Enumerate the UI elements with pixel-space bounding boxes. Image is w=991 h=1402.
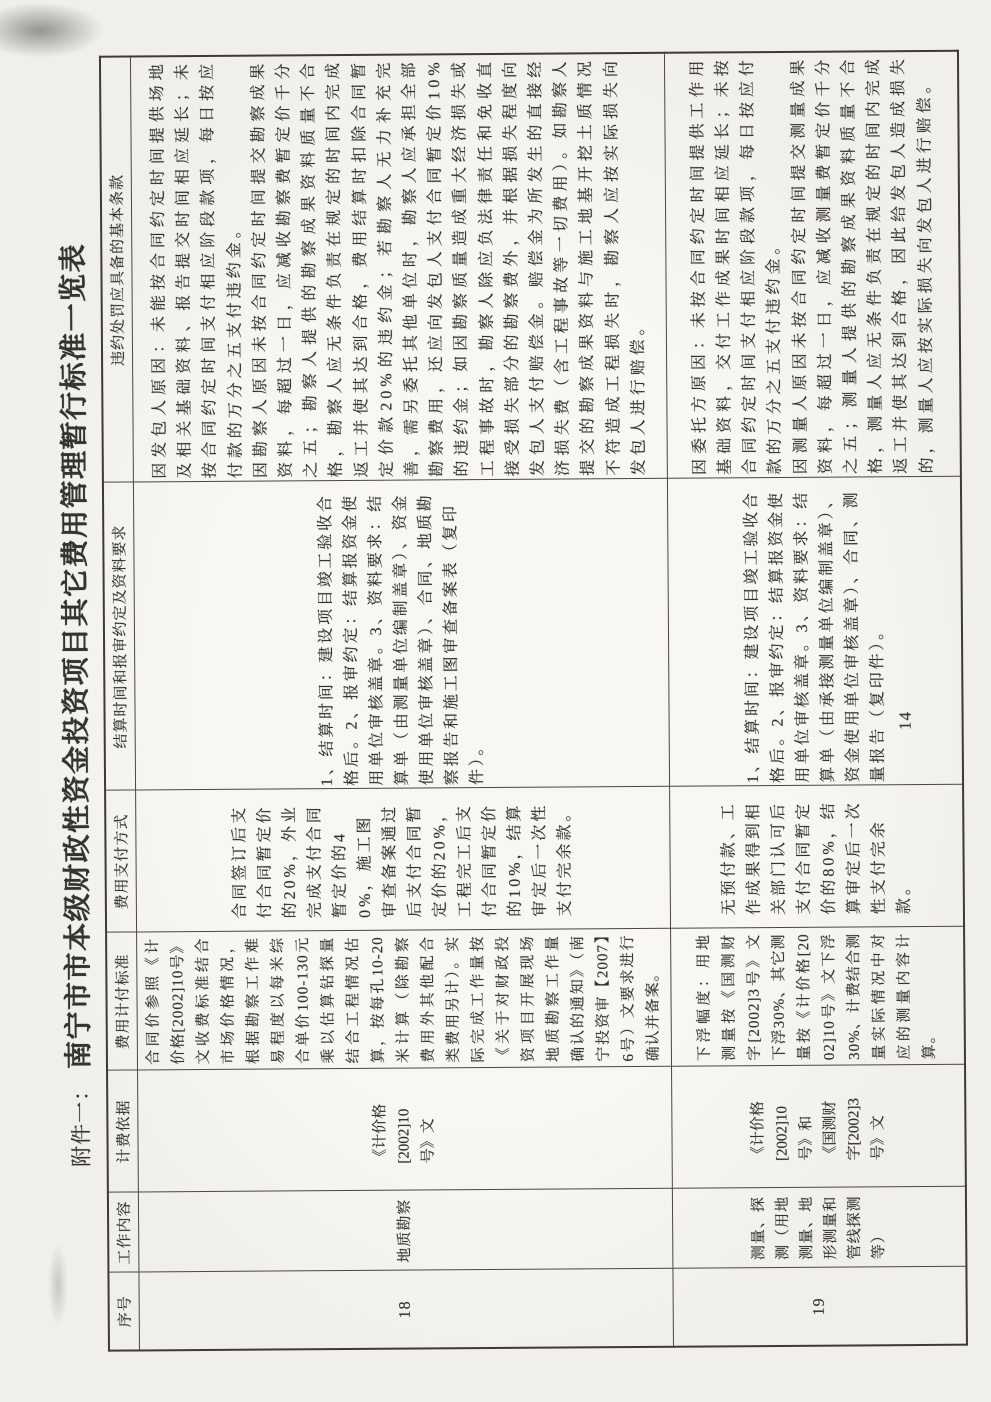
cell-settlement-18: 1、结算时间：建设项目竣工验收合格后。2、报审约定：结算报资金使用单位审核盖章。3、资料要求：结算单（由测量单位编制盖章）、资金使用单位审核盖章）、合同、地质勘察报告和施工图审查备案表（复印件）。 (133, 479, 669, 791)
fee-standard-table (99, 50, 968, 1352)
header-seq: 序号 (108, 1272, 139, 1350)
cell-payment-method-18: 合同签订后支付合同暂定价的20%，外业完成支付合同暂定价的40%，施工图审查备案通过后支付合同暂定价的20%，工程完工后支付合同暂定价的10%，结算审定后一次性支付完余款。 (135, 787, 670, 933)
cell-seq-19: 19 (672, 1267, 967, 1347)
penalty-paragraph: 因勘察人原因未按合同约定时间提交勘察成果资料，每超过一日，应减收勘察费暂定价千分之五；勘察人提供的勘察成果资料质量不合格，勘察人应无条件负责在规定的时间内完成返工并使其达到合格，费用结算时扣除合同暂定价款20%的违约金；若勘察人无力补充完善，需另委托其他单位时，勘察人应承担全部勘察费用，还应向发包人支付合同暂定价10%的违约金；如因勘察质量造成重大经济损失或工程事故时，勘察人除应负法律责任和免收直接受损失部分的勘察费外，并根据损失程度向发包人支付赔偿金。赔偿金为所发生的直接经济损失费（含工程事故等一切费用）。如勘察人提交的勘察成果资料与施工地基开挖土质情况不符造成工程损失时，勘察人应按实际损失向发包人进行赔偿。 (249, 57, 648, 479)
header-payment-method: 费用支付方式 (105, 790, 136, 932)
scanned-document (53, 52, 967, 1352)
attachment-label: 附件一： (69, 1078, 94, 1167)
table-row-19 (664, 51, 967, 1347)
penalty-paragraph: 因委托方原因：未按合同约定时间提供工作用基础资料，交付工作成果时间相应延长；未按合同约定时间支付相应阶段款项，每日按应付款的万分之五支付违约金。 (688, 56, 785, 476)
cell-fee-basis-18: 《计价格[2002]10号》文 (137, 1067, 672, 1193)
penalty-paragraph: 因发包人原因：未能按合同约定时间提供场地及相关基础资料、报告提交时间相应延长；未按合同约定时间支付相应阶段款项，每日按应付款的万分之五支付违约金。 (148, 59, 245, 479)
cell-fee-basis-19: 《计价格[2002]10号》和《国测财字[2002]3号》文 (671, 1065, 966, 1189)
page-number: 14 (895, 711, 915, 731)
cell-payment-method-19: 无预付款、工作成果得到相关部门认可后支付合同暂定价的80%，结算审定后一次性支付完余款。 (669, 785, 964, 929)
cell-penalty-18 (130, 53, 667, 483)
cell-work-content-19: 测量、探测（用地测量、地形测量和管线探测等） (672, 1187, 967, 1269)
cell-work-content-18: 地质勘察 (138, 1189, 673, 1273)
header-settlement: 结算时间和报审约定及资料要求 (103, 482, 135, 790)
header-work-content: 工作内容 (108, 1192, 139, 1272)
header-fee-basis: 计费依据 (107, 1070, 138, 1192)
cell-settlement-19: 1、结算时间：建设项目竣工验收合格后。2、报审约定：结算报资金使用单位审核盖章。3、资料要求：结算单（由承接测量单位编制盖章）、资金使用单位审核盖章）、合同、测量报告（复印件）。 (667, 477, 963, 787)
cell-penalty-19 (664, 51, 961, 479)
page-title: 南宁市市本级财政性资金投资项目其它费用管理暂行标准一览表 (58, 242, 96, 1069)
table-row-18 (130, 53, 673, 1351)
cell-fee-standard-18: 合同价参照《计价格[2002]10号》文收费标准结合市场价格情况，根据勘察工作难易程度以每米综合单价100-130元乘以估算钻探量结合工程情况估算，按每孔10-20米计算（除勘察费用外其他配合类费用另计）。实际完成工作量按《关于对财政投资项目开展现场地质勘察工作量确认的通知》（南宁投资审【2007】6号）文要求进行确认并备案。 (136, 929, 671, 1071)
cell-fee-standard-19: 下浮幅度：用地测量按《国测财字[2002]3号》文下浮30%、其它测量按《计价格[2002]10号》文下浮30%、计费结合测量实际情况中对应的测量内容计算。 (670, 927, 965, 1067)
header-fee-standard: 费用计付标准 (106, 932, 137, 1070)
cell-seq-18: 18 (138, 1269, 673, 1351)
header-penalty: 违约处罚应具备的基本条款 (100, 56, 133, 482)
penalty-paragraph: 因测量人原因未按合同约定时间提交测量成果资料，每超过一日，应减收测量费暂定价千分之五；测量人提供的勘察成果资料质量不合格，测量人应无条件负责在规定的时间内完成返工并使其达到合格，因此给发包人造成损失的，测量人应按实际损失向发包人进行赔偿。 (789, 55, 936, 475)
